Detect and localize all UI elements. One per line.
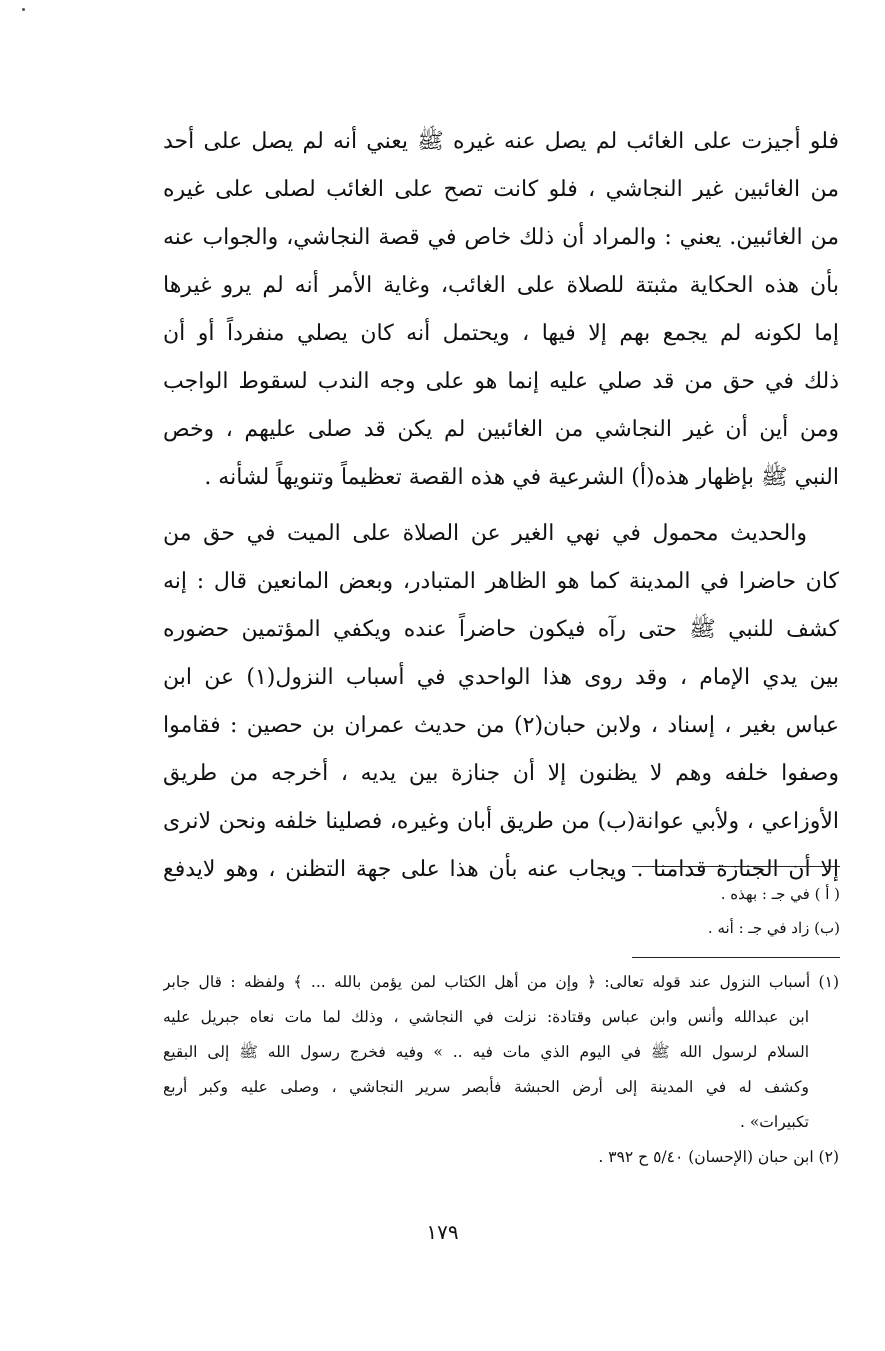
main-text-line: ذلك في حق من قد صلي عليه إنما هو على وجه الندب لسقوط الواجب [163,369,839,394]
main-text-line: ومن أين أن غير النجاشي من الغائبين لم يكن قد صلى عليهم ، وخص [163,417,839,442]
separator-rule [632,866,840,867]
main-text-line: إلا أن الجنازة قدامنا . ويجاب عنه بأن هذا على جهة التظنن ، وهو لايدفع [163,857,839,882]
main-text-line: بأن هذه الحكاية مثبتة للصلاة على الغائب، وغاية الأمر أنه لم يرو غيرها [163,273,839,298]
main-text-line: كان حاضرا في المدينة كما هو الظاهر المتبادر، وبعض المانعين قال : إنه [163,569,839,594]
main-text-line: النبي ﷺ بإظهار هذه(أ) الشرعية في هذه القصة تعظيماً وتنويهاً لشأنه . [204,465,839,490]
main-text-line: من الغائبين غير النجاشي ، فلو كانت تصح على الغائب لصلى على غيره [163,177,839,202]
separator-rule [632,957,840,958]
footnote-line: (٢) ابن حبان (الإحسان) ٥/٤٠ ح ٣٩٢ . [598,1148,839,1166]
footnote-line: ابن عبدالله وأنس وابن عباس وقتادة: نزلت في النجاشي ، وذلك لما مات نعاه جبريل عليه [163,1008,809,1026]
main-text-line: كشف للنبي ﷺ حتى رآه فيكون حاضراً عنده ويكفي المؤتمين حضوره [163,617,839,642]
main-text-line: الأوزاعي ، ولأبي عوانة(ب) من طريق أبان وغيره، فصلينا خلفه ونحن لانرى [163,809,839,834]
footnote-line: السلام لرسول الله ﷺ في اليوم الذي مات فيه .. » وفيه فخرج رسول الله ﷺ إلى البقيع [163,1043,809,1061]
main-text-line: بين يدي الإمام ، وقد روى هذا الواحدي في أسباب النزول(١) عن ابن [163,665,839,690]
page-number: ١٧٩ [426,1220,459,1244]
scan-speck [22,8,25,11]
footnote-line: تكبيرات» . [739,1113,809,1131]
footnote-line: (١) أسباب النزول عند قوله تعالى: ﴿ وإن من أهل الكتاب لمن يؤمن بالله ... ﴾ ولفظه : قال جابر [163,973,839,991]
main-text-line: إما لكونه لم يجمع بهم إلا فيها ، ويحتمل أنه كان يصلي منفرداً أو أن [163,321,839,346]
main-text-line: من الغائبين. يعني : والمراد أن ذلك خاص في قصة النجاشي، والجواب عنه [163,225,839,250]
main-text-line: فلو أجيزت على الغائب لم يصل عنه غيره ﷺ يعني أنه لم يصل على أحد [163,129,839,154]
variant-note: (ب) زاد في جـ : أنه . [707,919,840,937]
footnotes [163,965,839,1175]
main-text-body [163,118,839,894]
variant-notes [480,877,840,945]
main-text-line: وصفوا خلفه وهم لا يظنون إلا أن جنازة بين يديه ، أخرجه من طريق [163,761,839,786]
main-text-line: والحديث محمول في نهي الغير عن الصلاة على الميت في حق من [163,521,807,546]
variant-note: ( أ ) في جـ : بهذه . [720,885,840,903]
footnote-line: وكشف له في المدينة إلى أرض الحبشة فأبصر سرير النجاشي ، وصلى عليه وكبر أربع [163,1078,809,1096]
main-text-line: عباس بغير ، إسناد ، ولابن حبان(٢) من حديث عمران بن حصين : فقاموا [163,713,839,738]
